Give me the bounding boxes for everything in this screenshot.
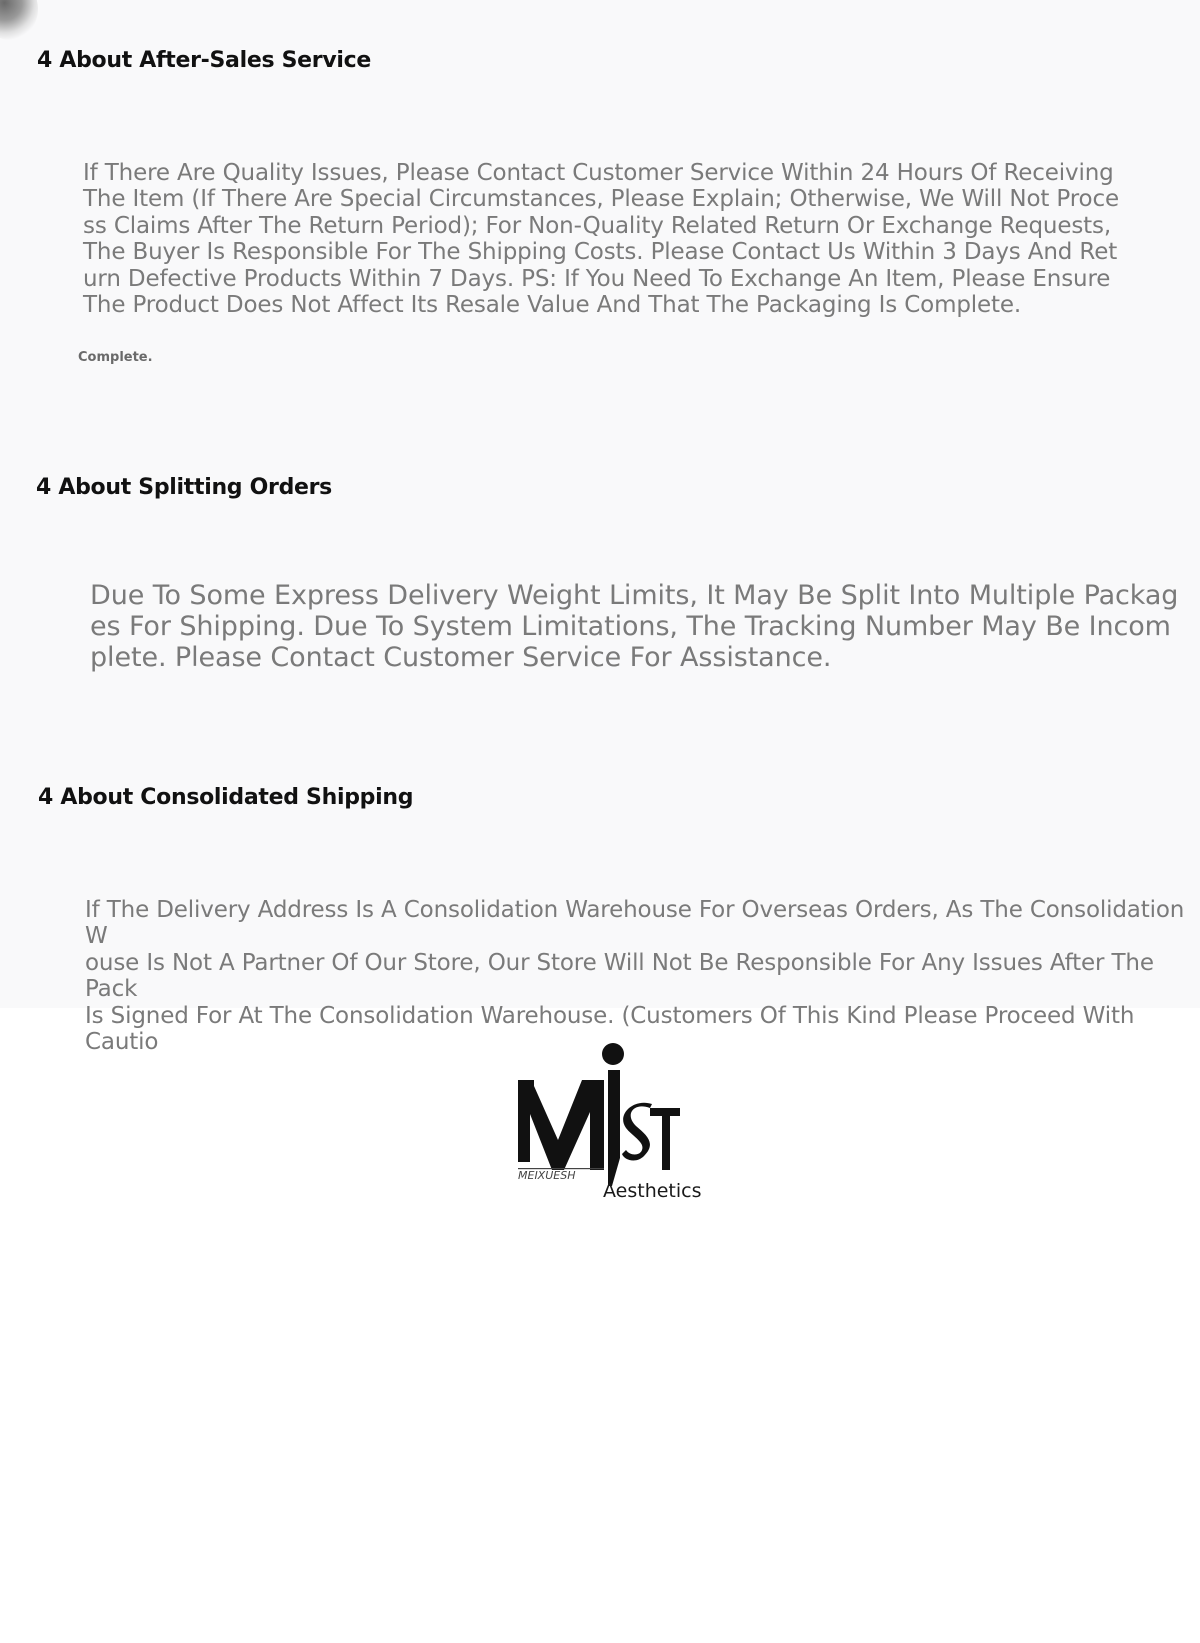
brand-logo-subtext: MEIXUESH: [518, 1169, 576, 1182]
after-sales-text: If There Are Quality Issues, Please Contact Customer Service Within 24 Hours Of Receiving The Item (If There Are Special Circumstances, Please Explain; Otherwise, We Will Not Proce ss Claims After The Return Period); For Non-Quality Related Return Or Exchange Requests, The Buyer Is Responsible For The Shipping Costs. Please Contact Us Within 3 Days And Ret urn Defective Products Within 7 Days. PS: If You Need To Exchange An Item, Please Ensure The Product Does Not Affect Its Resale Value And That The Packaging Is Complete.: [83, 160, 1119, 319]
brand-tagline: Aesthetics: [603, 1180, 702, 1202]
consolidated-shipping-text: If The Delivery Address Is A Consolidation Warehouse For Overseas Orders, As The Consolidation W ouse Is Not A Partner Of Our Store, Our Store Will Not Be Responsible For Any Issues After The Pack Is Signed For At The Consolidation Warehouse. (Customers Of This Kind Please Proceed With Cautio: [85, 897, 1185, 1056]
splitting-orders-text: Due To Some Express Delivery Weight Limits, It May Be Split Into Multiple Packag es For Shipping. Due To System Limitations, The Tracking Number May Be Incom plete. Please Contact Customer Service For Assistance.: [90, 580, 1179, 673]
after-sales-note: Complete.: [78, 350, 153, 365]
splitting-orders-heading: 4 About Splitting Orders: [36, 475, 332, 500]
consolidated-shipping-heading: 4 About Consolidated Shipping: [38, 785, 414, 810]
corner-decoration: [0, 0, 38, 40]
after-sales-heading: 4 About After-Sales Service: [37, 48, 371, 73]
